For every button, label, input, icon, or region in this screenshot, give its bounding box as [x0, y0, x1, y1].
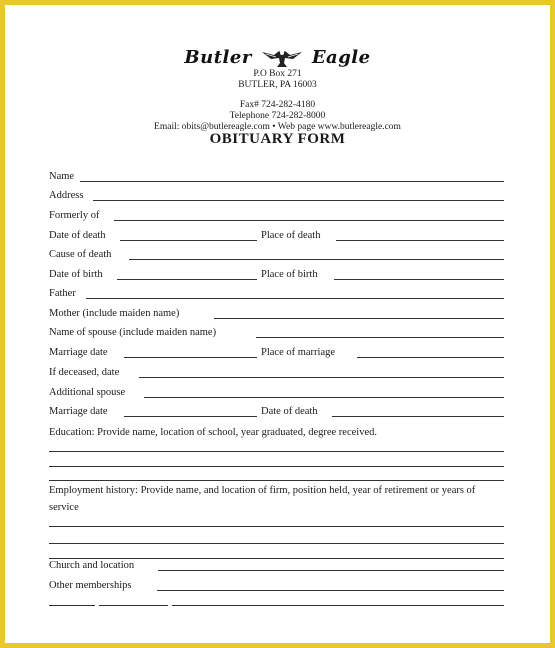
education-line-1[interactable]	[49, 451, 504, 452]
logo-text-left: Butler	[184, 46, 252, 68]
address-row	[49, 190, 505, 204]
eagle-icon	[260, 46, 304, 68]
church-field[interactable]	[158, 570, 504, 571]
other-memberships-field[interactable]	[157, 590, 504, 591]
additional-spouse-field[interactable]	[144, 397, 504, 398]
mother-row	[49, 308, 505, 322]
father-label: Father	[49, 288, 76, 299]
spouse-row	[49, 327, 505, 341]
newspaper-logo	[0, 46, 555, 70]
telephone-number: Telephone 724-282-8000	[229, 111, 326, 121]
extra-line-1[interactable]	[49, 605, 95, 606]
form-title: OBITUARY FORM	[209, 131, 346, 147]
father-field[interactable]	[86, 298, 504, 299]
fax-number: Fax# 724-282-4180	[239, 100, 316, 110]
church-row	[49, 560, 505, 574]
cause-of-death-label: Cause of death	[49, 249, 112, 260]
logo-text-right: Eagle	[311, 46, 371, 68]
memberships-row	[49, 580, 505, 594]
marriage-2-row	[49, 406, 505, 420]
marriage-date-field[interactable]	[124, 357, 257, 358]
name-row	[49, 171, 505, 185]
place-of-marriage-label: Place of marriage	[261, 347, 336, 358]
additional-spouse-row	[49, 387, 505, 401]
marriage-date-2-label: Marriage date	[49, 406, 108, 417]
date-of-death-field[interactable]	[120, 240, 257, 241]
date-of-birth-field[interactable]	[117, 279, 257, 280]
if-deceased-label: If deceased, date	[49, 367, 120, 378]
additional-spouse-label: Additional spouse	[49, 387, 126, 398]
name-field[interactable]	[80, 181, 504, 182]
father-row	[49, 288, 505, 302]
marriage-date-label: Marriage date	[49, 347, 108, 358]
date-of-death-2-label: Date of death	[261, 406, 318, 417]
formerly-of-label: Formerly of	[49, 210, 100, 221]
place-of-marriage-field[interactable]	[357, 357, 504, 358]
education-line-2[interactable]	[49, 466, 504, 467]
education-label: Education: Provide name, location of school, year graduated, degree received.	[49, 427, 377, 438]
place-of-birth-label: Place of birth	[261, 269, 318, 280]
place-of-death-field[interactable]	[336, 240, 504, 241]
mother-label: Mother (include maiden name)	[49, 308, 180, 319]
employment-line-1[interactable]	[49, 526, 504, 527]
extra-line-3[interactable]	[172, 605, 504, 606]
education-line-3[interactable]	[49, 480, 504, 481]
birth-row	[49, 269, 505, 283]
church-label: Church and location	[49, 560, 135, 571]
other-memberships-label: Other memberships	[49, 580, 132, 591]
name-label: Name	[49, 171, 75, 182]
date-of-birth-label: Date of birth	[49, 269, 103, 280]
if-deceased-row	[49, 367, 505, 381]
death-row	[49, 230, 505, 244]
place-of-birth-field[interactable]	[334, 279, 504, 280]
date-of-death-2-field[interactable]	[332, 416, 504, 417]
spouse-field[interactable]	[256, 337, 504, 338]
address-line-2: BUTLER, PA 16003	[238, 80, 317, 90]
mother-field[interactable]	[214, 318, 504, 319]
cause-of-death-field[interactable]	[129, 259, 504, 260]
email-web: Email: obits@butlereagle.com • Web page www.butlereagle.com	[154, 122, 401, 132]
cause-of-death-row	[49, 249, 505, 263]
formerly-of-field[interactable]	[114, 220, 504, 221]
address-label: Address	[49, 190, 84, 201]
marriage-row	[49, 347, 505, 361]
place-of-death-label: Place of death	[261, 230, 321, 241]
date-of-death-label: Date of death	[49, 230, 106, 241]
employment-label: Employment history: Provide name, and location of firm, position held, year of retirement or years of service	[49, 485, 476, 513]
marriage-date-2-field[interactable]	[124, 416, 257, 417]
if-deceased-field[interactable]	[139, 377, 504, 378]
employment-line-3[interactable]	[49, 558, 504, 559]
employment-line-2[interactable]	[49, 543, 504, 544]
address-field[interactable]	[93, 200, 504, 201]
address-line-1: P.O Box 271	[253, 69, 302, 79]
extra-line-2[interactable]	[99, 605, 168, 606]
formerly-of-row	[49, 210, 505, 224]
spouse-label: Name of spouse (include maiden name)	[49, 327, 217, 338]
